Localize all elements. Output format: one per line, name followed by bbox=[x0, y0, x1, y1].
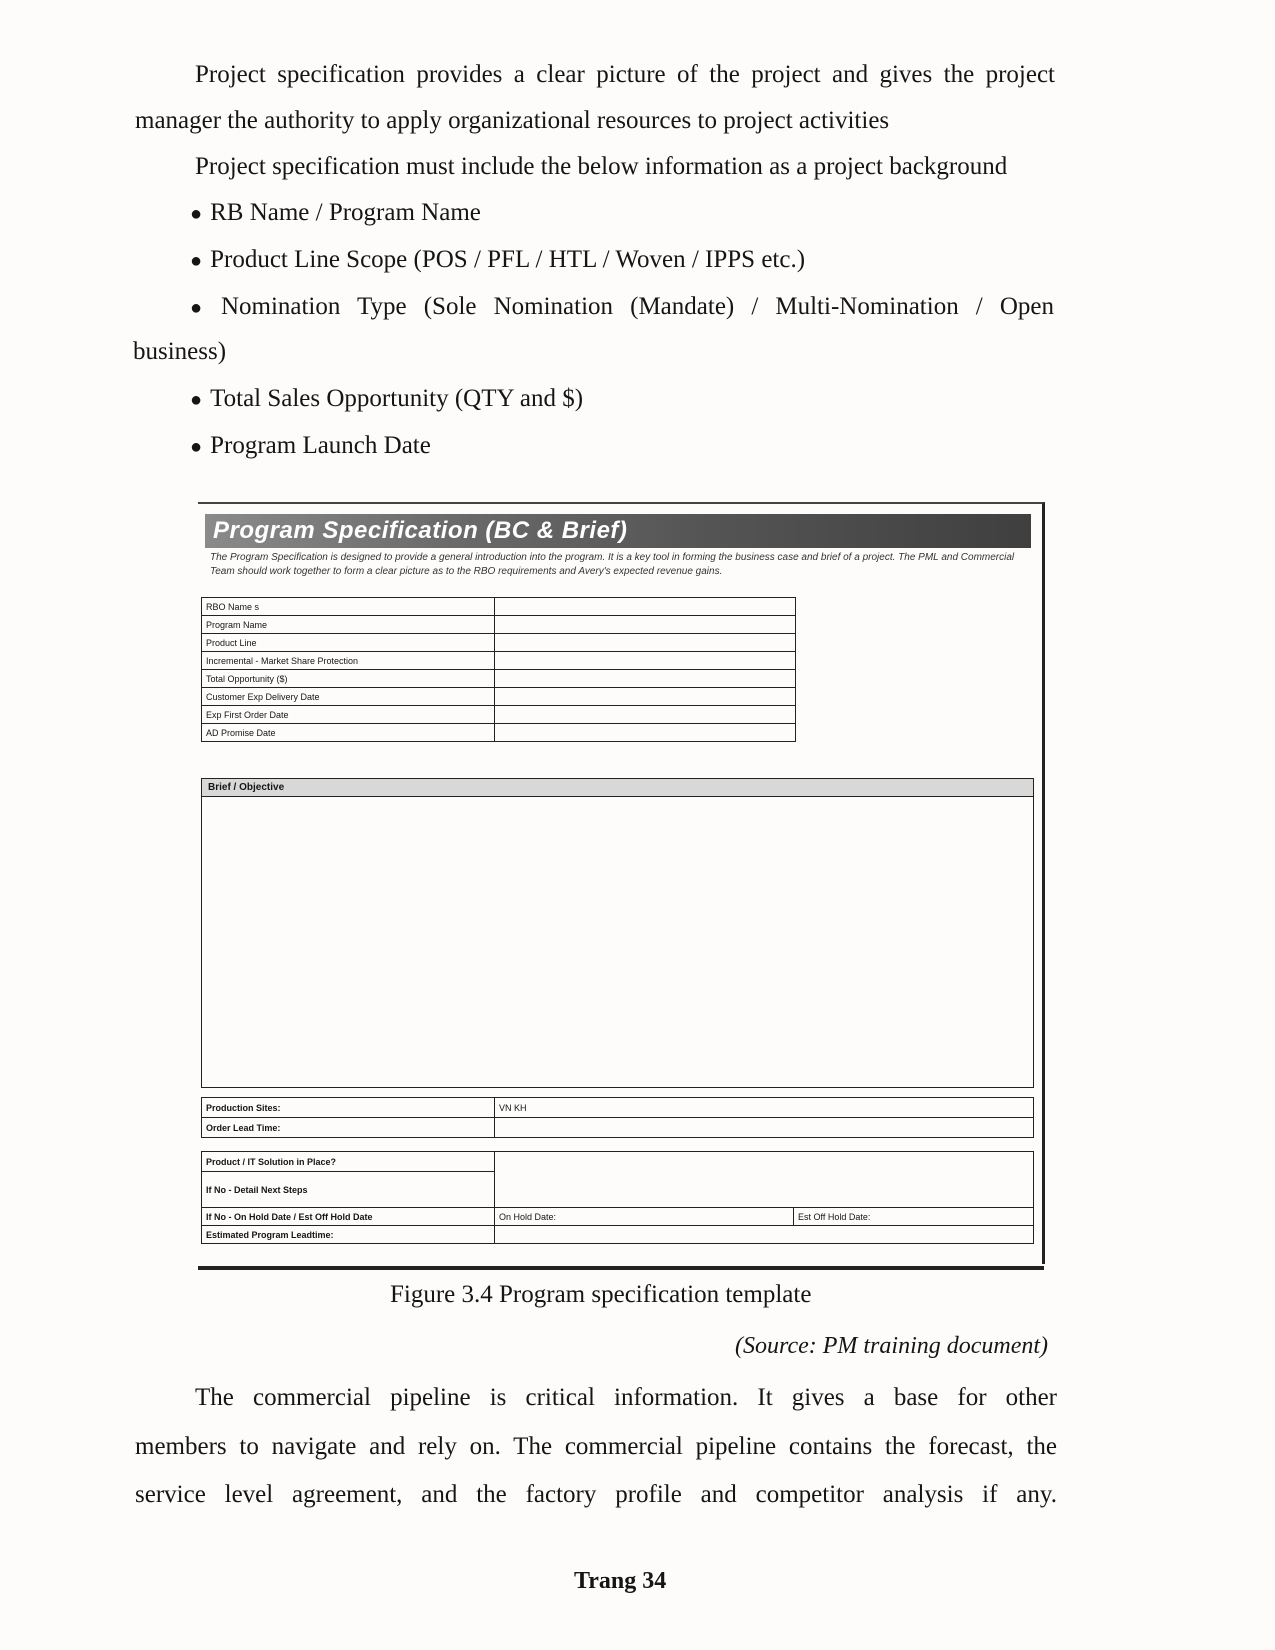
table-row bbox=[202, 1118, 1034, 1138]
bullet-text: Product Line Scope (POS / PFL / HTL / Woven / IPPS etc.) bbox=[210, 246, 806, 273]
bullet-icon: ● bbox=[190, 436, 203, 458]
table-row bbox=[202, 1152, 1034, 1172]
table-row bbox=[202, 652, 796, 670]
figure-caption: Figure 3.4 Program specification template bbox=[390, 1281, 812, 1308]
bullet-continuation: business) bbox=[133, 338, 227, 365]
closing-line-1: The commercial pipeline is critical information. It gives a base for other bbox=[195, 1384, 1057, 1411]
include-line: Project specification must include the below information as a project background bbox=[195, 153, 1008, 180]
bullet-icon: ● bbox=[190, 250, 203, 272]
bullet-text: Nomination Type (Sole Nomination (Mandate) / Multi-Nomination / Open bbox=[220, 293, 1054, 320]
bullet-icon: ● bbox=[190, 389, 203, 411]
solution-table bbox=[201, 1151, 1034, 1244]
field-value bbox=[495, 598, 796, 616]
bullet-text: RB Name / Program Name bbox=[210, 199, 481, 226]
field-value bbox=[495, 706, 796, 724]
figure-title: Program Specification (BC & Brief) bbox=[205, 514, 1031, 548]
field-label: Exp First Order Date bbox=[202, 706, 495, 724]
closing-line-2: members to navigate and rely on. The commercial pipeline contains the forecast, the bbox=[135, 1433, 1057, 1460]
production-table bbox=[201, 1097, 1034, 1138]
field-label: RBO Name s bbox=[202, 598, 495, 616]
table-row bbox=[202, 598, 796, 616]
bullet-text: Total Sales Opportunity (QTY and $) bbox=[210, 385, 584, 412]
table-row bbox=[202, 724, 796, 742]
program-fields-table bbox=[201, 597, 796, 742]
figure-intro-text: The Program Specification is designed to provide a general introduction into the program. It is a key tool in forming the business case and brief of a project. The PML and Commercial Team should work together to form a clear picture as to the RBO requirements and Avery's expected revenue gains. bbox=[210, 552, 1015, 577]
next-steps-label: If No - Detail Next Steps bbox=[202, 1172, 495, 1208]
production-sites-label: Production Sites: bbox=[202, 1098, 495, 1118]
bullet-item bbox=[190, 384, 583, 415]
table-row bbox=[202, 1098, 1034, 1118]
order-lead-time-label: Order Lead Time: bbox=[202, 1118, 495, 1138]
table-row bbox=[202, 688, 796, 706]
field-value bbox=[495, 652, 796, 670]
product-it-value bbox=[495, 1152, 1034, 1208]
brief-body bbox=[201, 796, 1034, 1088]
field-value bbox=[495, 634, 796, 652]
bullet-icon: ● bbox=[190, 297, 213, 319]
figure-bottom-rule bbox=[198, 1266, 1044, 1270]
field-label: Customer Exp Delivery Date bbox=[202, 688, 495, 706]
bullet-item bbox=[190, 198, 481, 229]
table-row bbox=[202, 1208, 1034, 1226]
bullet-item bbox=[190, 431, 431, 462]
table-row bbox=[202, 634, 796, 652]
on-hold-date-field: On Hold Date: bbox=[495, 1208, 794, 1226]
figure-source: (Source: PM training document) bbox=[735, 1333, 1049, 1359]
bullet-icon: ● bbox=[190, 203, 203, 225]
brief-header: Brief / Objective bbox=[201, 778, 1034, 797]
intro-line-1: Project specification provides a clear picture of the project and gives the project bbox=[195, 61, 1055, 88]
field-value bbox=[495, 688, 796, 706]
table-row bbox=[202, 706, 796, 724]
field-label: Incremental - Market Share Protection bbox=[202, 652, 495, 670]
bullet-item bbox=[190, 292, 1054, 323]
field-value bbox=[495, 616, 796, 634]
table-row bbox=[202, 1226, 1034, 1244]
field-label: Product Line bbox=[202, 634, 495, 652]
leadtime-value bbox=[495, 1226, 1034, 1244]
field-value bbox=[495, 724, 796, 742]
order-lead-time-value bbox=[495, 1118, 1034, 1138]
table-row bbox=[202, 616, 796, 634]
closing-line-3: service level agreement, and the factory profile and competitor analysis if any. bbox=[135, 1481, 1057, 1508]
field-value bbox=[495, 670, 796, 688]
bullet-item bbox=[190, 245, 805, 276]
product-it-label: Product / IT Solution in Place? bbox=[202, 1152, 495, 1172]
hold-date-label: If No - On Hold Date / Est Off Hold Date bbox=[202, 1208, 495, 1226]
field-label: Program Name bbox=[202, 616, 495, 634]
intro-line-2: manager the authority to apply organizational resources to project activities bbox=[135, 107, 890, 134]
page-number: Trang 34 bbox=[574, 1568, 667, 1594]
field-label: AD Promise Date bbox=[202, 724, 495, 742]
bullet-text: Program Launch Date bbox=[210, 432, 431, 459]
production-sites-value: VN KH bbox=[495, 1098, 1034, 1118]
est-off-hold-field: Est Off Hold Date: bbox=[794, 1208, 1034, 1226]
leadtime-label: Estimated Program Leadtime: bbox=[202, 1226, 495, 1244]
table-row bbox=[202, 670, 796, 688]
field-label: Total Opportunity ($) bbox=[202, 670, 495, 688]
